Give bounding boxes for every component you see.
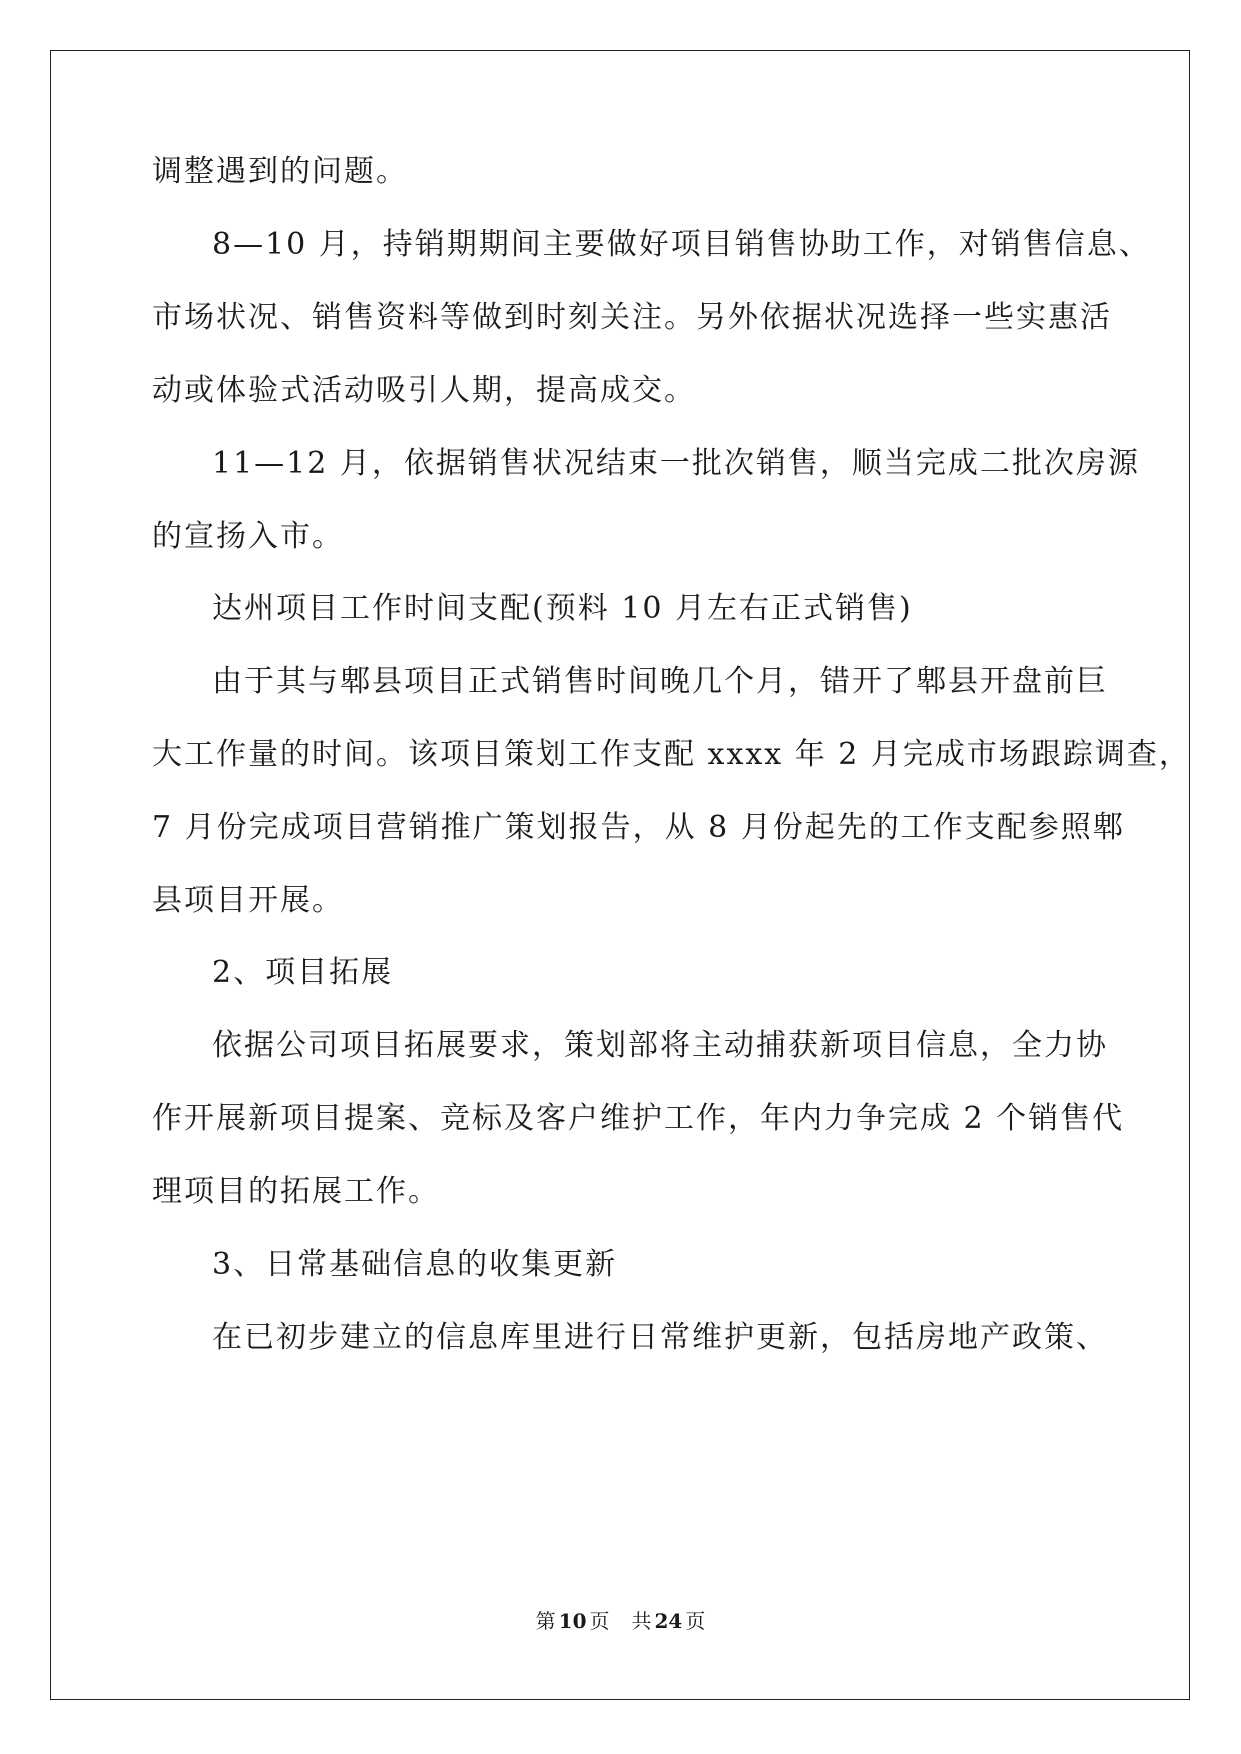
footer-total-suffix: 页: [685, 1609, 706, 1633]
body-line-11: 县项目开展。: [152, 883, 344, 918]
body-line-14: 作开展新项目提案、竞标及客户维护工作，年内力争完成 2 个销售代: [152, 1101, 1125, 1136]
footer-page-number: 10: [558, 1609, 587, 1633]
footer-page-suffix: 页: [589, 1609, 610, 1633]
body-line-3: 市场状况、销售资料等做到时刻关注。另外依据状况选择一些实惠活: [152, 300, 1112, 335]
body-line-4: 动或体验式活动吸引人期，提高成交。: [152, 373, 696, 408]
body-line-15: 理项目的拓展工作。: [152, 1174, 440, 1209]
footer-page-prefix: 第: [535, 1609, 556, 1633]
page-footer: [0, 1609, 1241, 1633]
body-line-2: 8—10 月，持销期期间主要做好项目销售协助工作，对销售信息、: [212, 227, 1151, 262]
body-line-1: 调整遇到的问题。: [152, 154, 408, 189]
section-heading-3: 3、日常基础信息的收集更新: [212, 1247, 618, 1282]
body-line-6: 的宣扬入市。: [152, 519, 344, 554]
body-line-5: 11—12 月，依据销售状况结束一批次销售，顺当完成二批次房源: [212, 446, 1140, 481]
body-line-8: 由于其与郫县项目正式销售时间晚几个月，错开了郫县开盘前巨: [212, 664, 1108, 699]
footer-total-pages: 24: [654, 1609, 683, 1633]
footer-total-prefix: 共: [631, 1609, 652, 1633]
section-heading-2: 2、项目拓展: [212, 955, 394, 990]
body-line-10: 7 月份完成项目营销推广策划报告，从 8 月份起先的工作支配参照郫: [152, 810, 1125, 845]
body-line-17: 在已初步建立的信息库里进行日常维护更新，包括房地产政策、: [212, 1320, 1108, 1355]
section-heading-dazhou: 达州项目工作时间支配(预料 10 月左右正式销售): [212, 591, 913, 626]
body-line-9: 大工作量的时间。该项目策划工作支配 xxxx 年 2 月完成市场跟踪调查，: [152, 737, 1191, 772]
body-line-13: 依据公司项目拓展要求，策划部将主动捕获新项目信息，全力协: [212, 1028, 1108, 1063]
